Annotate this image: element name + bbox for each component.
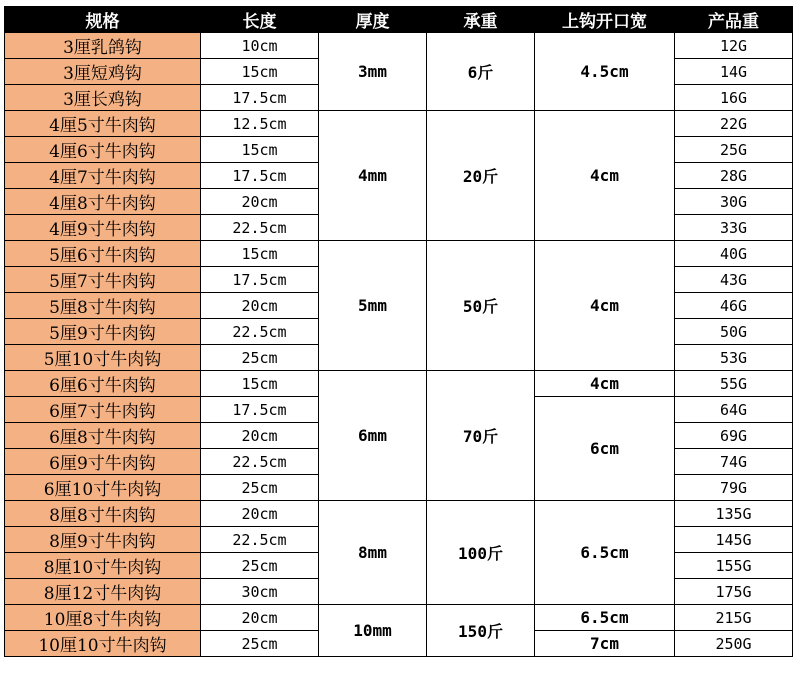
spec-cell: 6厘7寸牛肉钩 <box>5 397 201 423</box>
spec-cell: 10厘10寸牛肉钩 <box>5 631 201 657</box>
product-weight-cell: 28G <box>675 163 793 189</box>
spec-cell: 6厘10寸牛肉钩 <box>5 475 201 501</box>
product-weight-cell: 33G <box>675 215 793 241</box>
product-weight-cell: 14G <box>675 59 793 85</box>
hook-width-cell: 4cm <box>535 241 675 371</box>
load-cell: 70斤 <box>427 371 535 501</box>
product-weight-cell: 74G <box>675 449 793 475</box>
length-cell: 25cm <box>201 553 319 579</box>
thickness-cell: 10mm <box>319 605 427 657</box>
hook-width-cell: 4cm <box>535 111 675 241</box>
load-cell: 20斤 <box>427 111 535 241</box>
product-weight-cell: 135G <box>675 501 793 527</box>
product-weight-cell: 16G <box>675 85 793 111</box>
hook-width-cell: 4cm <box>535 371 675 397</box>
length-cell: 25cm <box>201 345 319 371</box>
thickness-cell: 3mm <box>319 33 427 111</box>
spec-cell: 6厘9寸牛肉钩 <box>5 449 201 475</box>
load-cell: 6斤 <box>427 33 535 111</box>
product-weight-cell: 40G <box>675 241 793 267</box>
product-weight-cell: 53G <box>675 345 793 371</box>
product-weight-cell: 69G <box>675 423 793 449</box>
spec-cell: 5厘9寸牛肉钩 <box>5 319 201 345</box>
product-weight-cell: 46G <box>675 293 793 319</box>
hook-width-cell: 6.5cm <box>535 501 675 605</box>
header-product-weight: 产品重 <box>675 7 793 33</box>
length-cell: 30cm <box>201 579 319 605</box>
length-cell: 20cm <box>201 423 319 449</box>
length-cell: 17.5cm <box>201 85 319 111</box>
spec-cell: 4厘8寸牛肉钩 <box>5 189 201 215</box>
spec-cell: 8厘8寸牛肉钩 <box>5 501 201 527</box>
length-cell: 20cm <box>201 501 319 527</box>
load-cell: 150斤 <box>427 605 535 657</box>
spec-cell: 10厘8寸牛肉钩 <box>5 605 201 631</box>
length-cell: 20cm <box>201 605 319 631</box>
product-weight-cell: 250G <box>675 631 793 657</box>
product-weight-cell: 79G <box>675 475 793 501</box>
length-cell: 22.5cm <box>201 319 319 345</box>
spec-cell: 3厘短鸡钩 <box>5 59 201 85</box>
length-cell: 17.5cm <box>201 397 319 423</box>
spec-cell: 5厘8寸牛肉钩 <box>5 293 201 319</box>
length-cell: 15cm <box>201 59 319 85</box>
header-thickness: 厚度 <box>319 7 427 33</box>
hook-width-cell: 4.5cm <box>535 33 675 111</box>
hook-width-cell: 6.5cm <box>535 605 675 631</box>
spec-cell: 6厘6寸牛肉钩 <box>5 371 201 397</box>
header-row <box>5 7 793 33</box>
hook-width-cell: 7cm <box>535 631 675 657</box>
spec-cell: 8厘10寸牛肉钩 <box>5 553 201 579</box>
product-weight-cell: 22G <box>675 111 793 137</box>
spec-cell: 5厘10寸牛肉钩 <box>5 345 201 371</box>
product-weight-cell: 30G <box>675 189 793 215</box>
hook-width-cell: 6cm <box>535 397 675 501</box>
spec-cell: 4厘5寸牛肉钩 <box>5 111 201 137</box>
spec-cell: 4厘6寸牛肉钩 <box>5 137 201 163</box>
length-cell: 17.5cm <box>201 267 319 293</box>
product-weight-cell: 43G <box>675 267 793 293</box>
product-weight-cell: 55G <box>675 371 793 397</box>
product-weight-cell: 12G <box>675 33 793 59</box>
length-cell: 22.5cm <box>201 215 319 241</box>
length-cell: 15cm <box>201 241 319 267</box>
length-cell: 15cm <box>201 371 319 397</box>
spec-cell: 4厘9寸牛肉钩 <box>5 215 201 241</box>
product-weight-cell: 25G <box>675 137 793 163</box>
length-cell: 15cm <box>201 137 319 163</box>
load-cell: 100斤 <box>427 501 535 605</box>
header-spec: 规格 <box>5 7 201 33</box>
product-weight-cell: 155G <box>675 553 793 579</box>
product-weight-cell: 64G <box>675 397 793 423</box>
product-weight-cell: 145G <box>675 527 793 553</box>
length-cell: 25cm <box>201 475 319 501</box>
table-row <box>5 111 793 137</box>
thickness-cell: 5mm <box>319 241 427 371</box>
table-row <box>5 33 793 59</box>
length-cell: 20cm <box>201 293 319 319</box>
product-weight-cell: 50G <box>675 319 793 345</box>
length-cell: 17.5cm <box>201 163 319 189</box>
table-row <box>5 501 793 527</box>
thickness-cell: 4mm <box>319 111 427 241</box>
length-cell: 10cm <box>201 33 319 59</box>
table-body <box>5 33 793 657</box>
spec-cell: 5厘6寸牛肉钩 <box>5 241 201 267</box>
thickness-cell: 6mm <box>319 371 427 501</box>
spec-cell: 8厘9寸牛肉钩 <box>5 527 201 553</box>
header-length: 长度 <box>201 7 319 33</box>
spec-cell: 4厘7寸牛肉钩 <box>5 163 201 189</box>
product-weight-cell: 175G <box>675 579 793 605</box>
table-row <box>5 605 793 631</box>
header-hook-width: 上钩开口宽 <box>535 7 675 33</box>
table-row <box>5 241 793 267</box>
thickness-cell: 8mm <box>319 501 427 605</box>
length-cell: 22.5cm <box>201 449 319 475</box>
spec-cell: 6厘8寸牛肉钩 <box>5 423 201 449</box>
length-cell: 12.5cm <box>201 111 319 137</box>
length-cell: 22.5cm <box>201 527 319 553</box>
spec-cell: 5厘7寸牛肉钩 <box>5 267 201 293</box>
spec-cell: 3厘乳鸽钩 <box>5 33 201 59</box>
length-cell: 20cm <box>201 189 319 215</box>
spec-cell: 8厘12寸牛肉钩 <box>5 579 201 605</box>
load-cell: 50斤 <box>427 241 535 371</box>
spec-table <box>4 6 793 657</box>
header-load: 承重 <box>427 7 535 33</box>
spec-cell: 3厘长鸡钩 <box>5 85 201 111</box>
table-row <box>5 371 793 397</box>
length-cell: 25cm <box>201 631 319 657</box>
product-weight-cell: 215G <box>675 605 793 631</box>
